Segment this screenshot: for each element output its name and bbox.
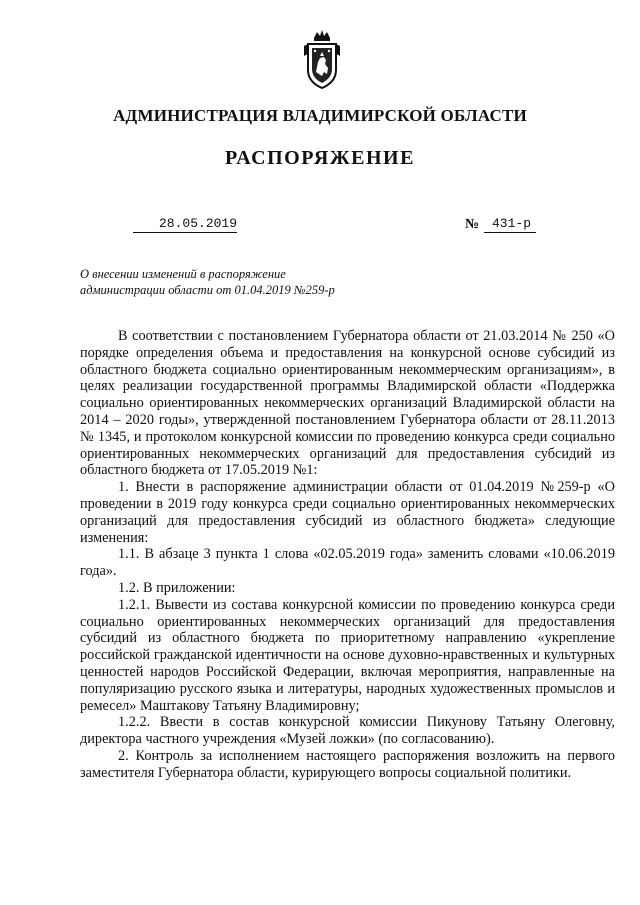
- preamble-paragraph: В соответствии с постановлением Губернатора области от 21.03.2014 № 250 «О порядке определения объема и предоставления на конкурсной основе субсидий из областного бюджета социально ориентированным некоммерческим организациям», в целях реализации государственной программы Владимирской области «Поддержка социально ориентированных некоммерческих организаций Владимирской области на 2014 – 2020 годы», утвержденной постановлением Губернатора области от 28.11.2013 № 1345, и протоколом конкурсной комиссии по проведению конкурса среди социально ориентированных некоммерческих организаций для предоставления субсидий из областного бюджета от 17.05.2019 №1:: [80, 328, 615, 479]
- document-type: РАСПОРЯЖЕНИЕ: [225, 147, 415, 169]
- coat-of-arms-icon: [300, 28, 344, 92]
- subject-line-1: О внесении изменений в распоряжение: [80, 267, 286, 281]
- item-1-1-paragraph: 1.1. В абзаце 3 пункта 1 слова «02.05.2019 года» заменить словами «10.06.2019 года».: [80, 546, 615, 580]
- document-number: 431-р: [484, 216, 536, 233]
- document-subject: [80, 266, 440, 298]
- organization-title: АДМИНИСТРАЦИЯ ВЛАДИМИРСКОЙ ОБЛАСТИ: [113, 106, 527, 125]
- item-1-2-2-paragraph: 1.2.2. Ввести в состав конкурсной комиссии Пикунову Татьяну Олеговну, директора частного учреждения «Музей ложки» (по согласованию).: [80, 714, 615, 748]
- item-1-paragraph: 1. Внести в распоряжение администрации области от 01.04.2019 №259-р «О проведении в 2019 году конкурса среди социально ориентированных некоммерческих организаций для предоставления субсидий из областного бюджета» следующие изменения:: [80, 479, 615, 546]
- item-1-2-paragraph: 1.2. В приложении:: [118, 579, 236, 596]
- item-1-2-1-paragraph: 1.2.1. Вывести из состава конкурсной комиссии по проведению конкурса среди социально ориентированных некоммерческих организаций для предоставления субсидий из областного бюджета по приоритетному направлению «укрепление российской гражданской идентичности на основе духовно-нравственных и культурных ценностей народов Российской Федерации, включая мероприятия, направленные на популяризацию русского языка и литературы, народных художественных промыслов и ремесел» Маштакову Татьяну Владимировну;: [80, 596, 615, 714]
- subject-line-2: администрации области от 01.04.2019 №259-р: [80, 283, 335, 297]
- document-date: 28.05.2019: [133, 216, 237, 233]
- number-sign: №: [465, 217, 480, 232]
- document-body: [80, 328, 615, 782]
- item-2-paragraph: 2. Контроль за исполнением настоящего распоряжения возложить на первого заместителя Губернатора области, курирующего вопросы социальной политики.: [80, 747, 615, 781]
